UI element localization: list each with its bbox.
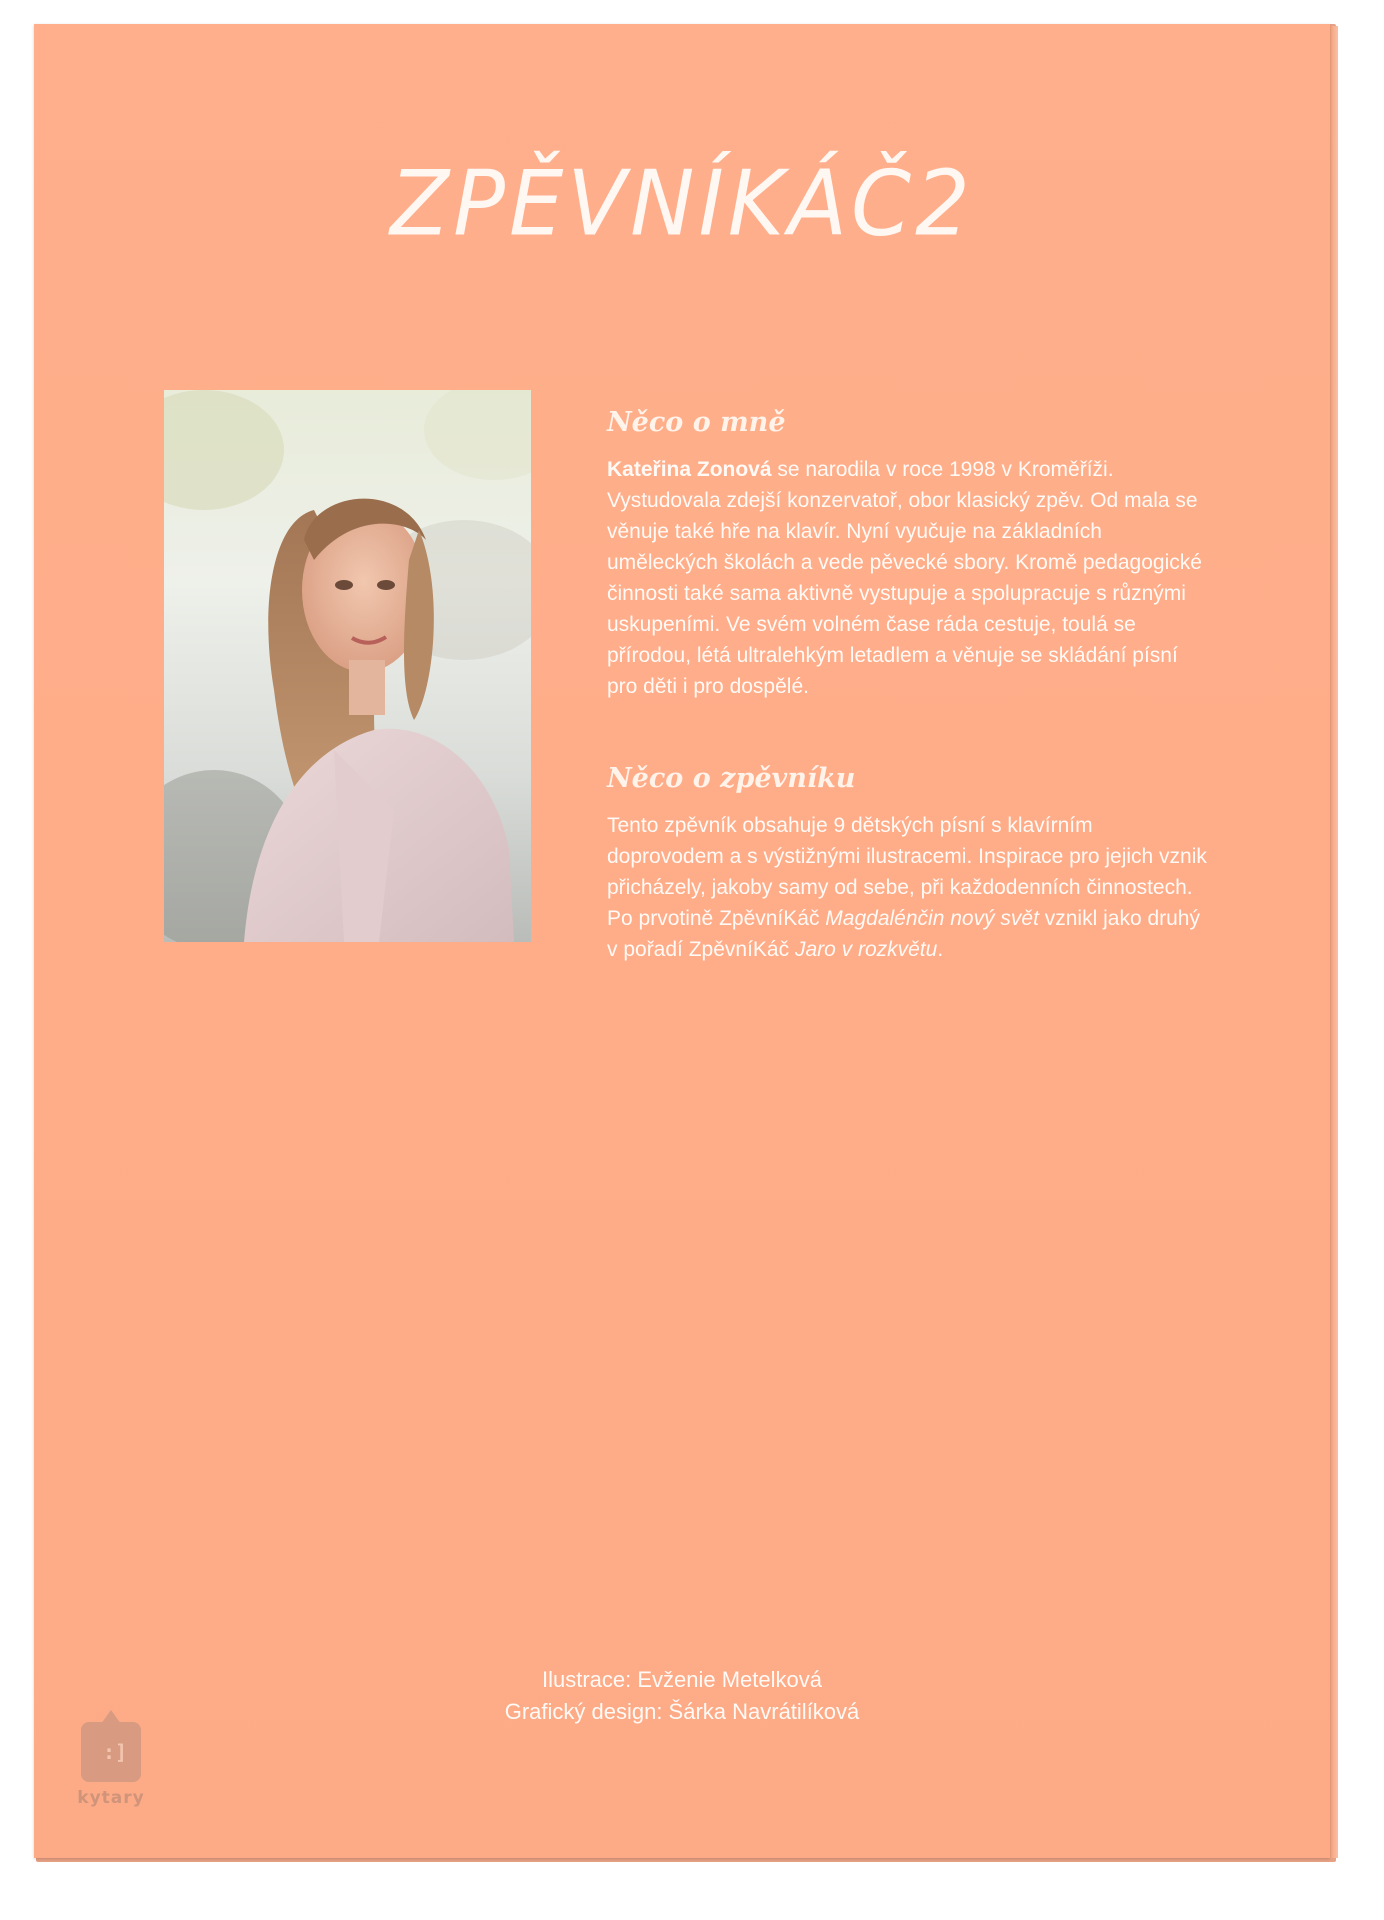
about-book-section	[607, 762, 1207, 965]
about-me-heading: Něco o mně	[607, 407, 786, 438]
watermark-text: kytary	[77, 1788, 145, 1808]
about-book-heading: Něco o zpěvníku	[607, 763, 856, 794]
book-title: ZPĚVNÍKÁČ2	[390, 151, 974, 257]
about-book-body-3: .	[937, 938, 944, 961]
booklet-back-cover	[34, 24, 1330, 1858]
about-book-body-2: vznikl jako druhý v pořadí ZpěvníKáč	[607, 907, 1200, 961]
design-credit: Grafický design: Šárka Navrátilíková	[504, 1699, 860, 1724]
kytary-logo-icon: :]	[81, 1722, 141, 1782]
second-book-title: Jaro v rozkvětu	[794, 938, 938, 961]
page-edge	[1330, 26, 1338, 1858]
about-book-text	[607, 810, 1207, 965]
author-photo	[164, 390, 531, 942]
illustration-credit: Ilustrace: Evženie Metelková	[541, 1667, 823, 1692]
credits	[34, 1664, 1330, 1728]
about-book-body-1: Tento zpěvník obsahuje 9 dětských písní s klavírním doprovodem a s výstižnými ilustracemi. Inspirace pro jejich vznik přicházely, jakoby samy od sebe, při každodenních činnostech. Po prvotině ZpěvníKáč	[607, 814, 1207, 930]
first-book-title: Magdalénčin nový svět	[825, 907, 1039, 930]
author-name: Kateřina Zonová	[607, 458, 772, 481]
kytary-watermark	[76, 1722, 146, 1808]
about-me-body: se narodila v roce 1998 v Kroměříži. Vystudovala zdejší konzervatoř, obor klasický zpěv. Od mala se věnuje také hře na klavír. Nyní vyučuje na základních uměleckých školách a vede pěvecké sbory. Kromě pedagogické činnosti také sama aktivně vystupuje a spolupracuje s různými uskupeními. Ve svém volném čase ráda cestuje, toulá se přírodou, létá ultralehkým letadlem a věnuje se skládání písní pro děti i pro dospělé.	[607, 458, 1202, 698]
about-me-section	[607, 406, 1207, 702]
about-me-text	[607, 454, 1207, 702]
